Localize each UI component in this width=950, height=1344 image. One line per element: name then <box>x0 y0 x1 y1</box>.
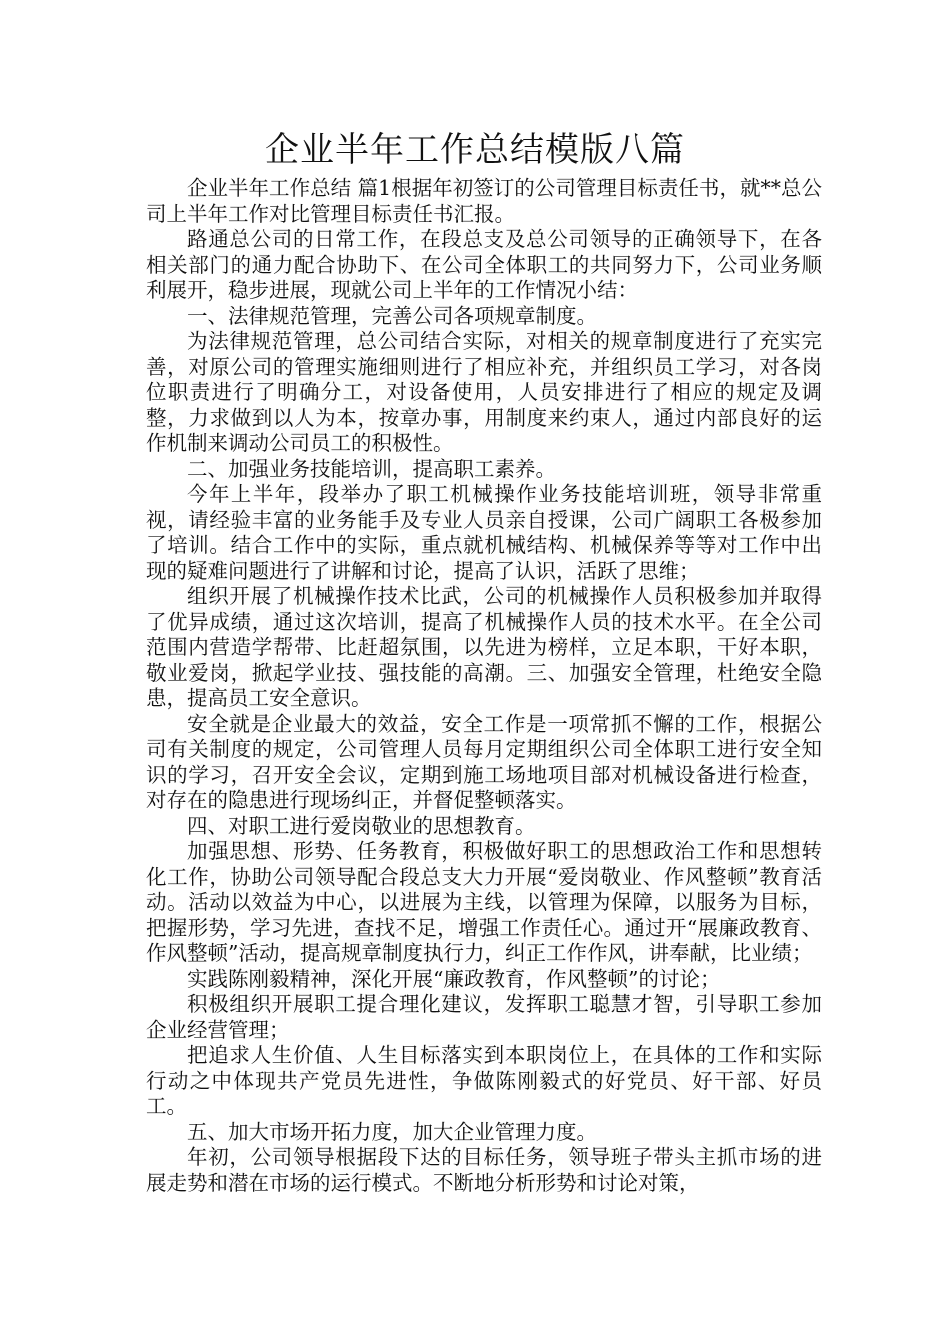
paragraph-suggestions: 积极组织开展职工提合理化建议，发挥职工聪慧才智，引导职工参加企业经营管理； <box>146 992 822 1042</box>
section-heading-4: 四、对职工进行爱岗敬业的思想教育。 <box>187 813 536 838</box>
document-title: 企业半年工作总结模版八篇 <box>265 130 685 170</box>
paragraph-practice: 实践陈刚毅精神，深化开展“廉政教育，作风整顿”的讨论； <box>187 966 721 991</box>
paragraph-values: 把追求人生价值、人生目标落实到本职岗位上，在具体的工作和实际行动之中体现共产党员先进性，争做陈刚毅式的好党员、好干部、好员工。 <box>146 1043 822 1118</box>
section-heading-1: 一、法律规范管理，完善公司各项规章制度。 <box>187 303 597 328</box>
paragraph-overview: 路通总公司的日常工作，在段总支及总公司领导的正确领导下，在各相关部门的通力配合协助下、在公司全体职工的共同努力下，公司业务顺利展开，稳步进展，现就公司上半年的工作情况小结： <box>146 227 822 302</box>
paragraph-regulations: 为法律规范管理，总公司结合实际，对相关的规章制度进行了充实完善，对原公司的管理实施细则进行了相应补充，并组织员工学习，对各岗位职责进行了明确分工，对设备使用，人员安排进行了相应的规定及调整，力求做到以人为本，按章办事，用制度来约束人，通过内部良好的运作机制来调动公司员工的积极性。 <box>146 329 822 455</box>
paragraph-education: 加强思想、形势、任务教育，积极做好职工的思想政治工作和思想转化工作，协助公司领导配合段总支大力开展“爱岗敬业、作风整顿”教育活动。活动以效益为中心，以进展为主线，以管理为保障，以服务为目标，把握形势，学习先进，查找不足，增强工作责任心。通过开“展廉政教育、作风整顿”活动，提高规章制度执行力，纠正工作作风，讲奉献，比业绩； <box>146 839 822 965</box>
paragraph-market: 年初，公司领导根据段下达的目标任务，领导班子带头主抓市场的进展走势和潜在市场的运行模式。不断地分析形势和讨论对策， <box>146 1145 822 1195</box>
paragraph-training: 今年上半年，段举办了职工机械操作业务技能培训班，领导非常重视，请经验丰富的业务能手及专业人员亲自授课，公司广阔职工各极参加了培训。结合工作中的实际，重点就机械结构、机械保养等等对工作中出现的疑难问题进行了讲解和讨论，提高了认识，活跃了思维； <box>146 482 822 583</box>
section-heading-2: 二、加强业务技能培训，提高职工素养。 <box>187 456 556 481</box>
section-heading-5: 五、加大市场开拓力度，加大企业管理力度。 <box>187 1119 597 1144</box>
document-body <box>146 176 822 1196</box>
paragraph-competition: 组织开展了机械操作技术比武，公司的机械操作人员积极参加并取得了优异成绩，通过这次培训，提高了机械操作人员的技术水平。在全公司范围内营造学帮带、比赶超氛围，以先进为榜样，立足本职，干好本职，敬业爱岗，掀起学业技、强技能的高潮。三、加强安全管理，杜绝安全隐患，提高员工安全意识。 <box>146 584 822 710</box>
paragraph-intro: 企业半年工作总结 篇1根据年初签订的公司管理目标责任书，就**总公司上半年工作对比管理目标责任书汇报。 <box>146 176 822 226</box>
paragraph-safety: 安全就是企业最大的效益，安全工作是一项常抓不懈的工作，根据公司有关制度的规定，公司管理人员每月定期组织公司全体职工进行安全知识的学习，召开安全会议，定期到施工场地项目部对机械设备进行检查，对存在的隐患进行现场纠正，并督促整顿落实。 <box>146 711 822 812</box>
